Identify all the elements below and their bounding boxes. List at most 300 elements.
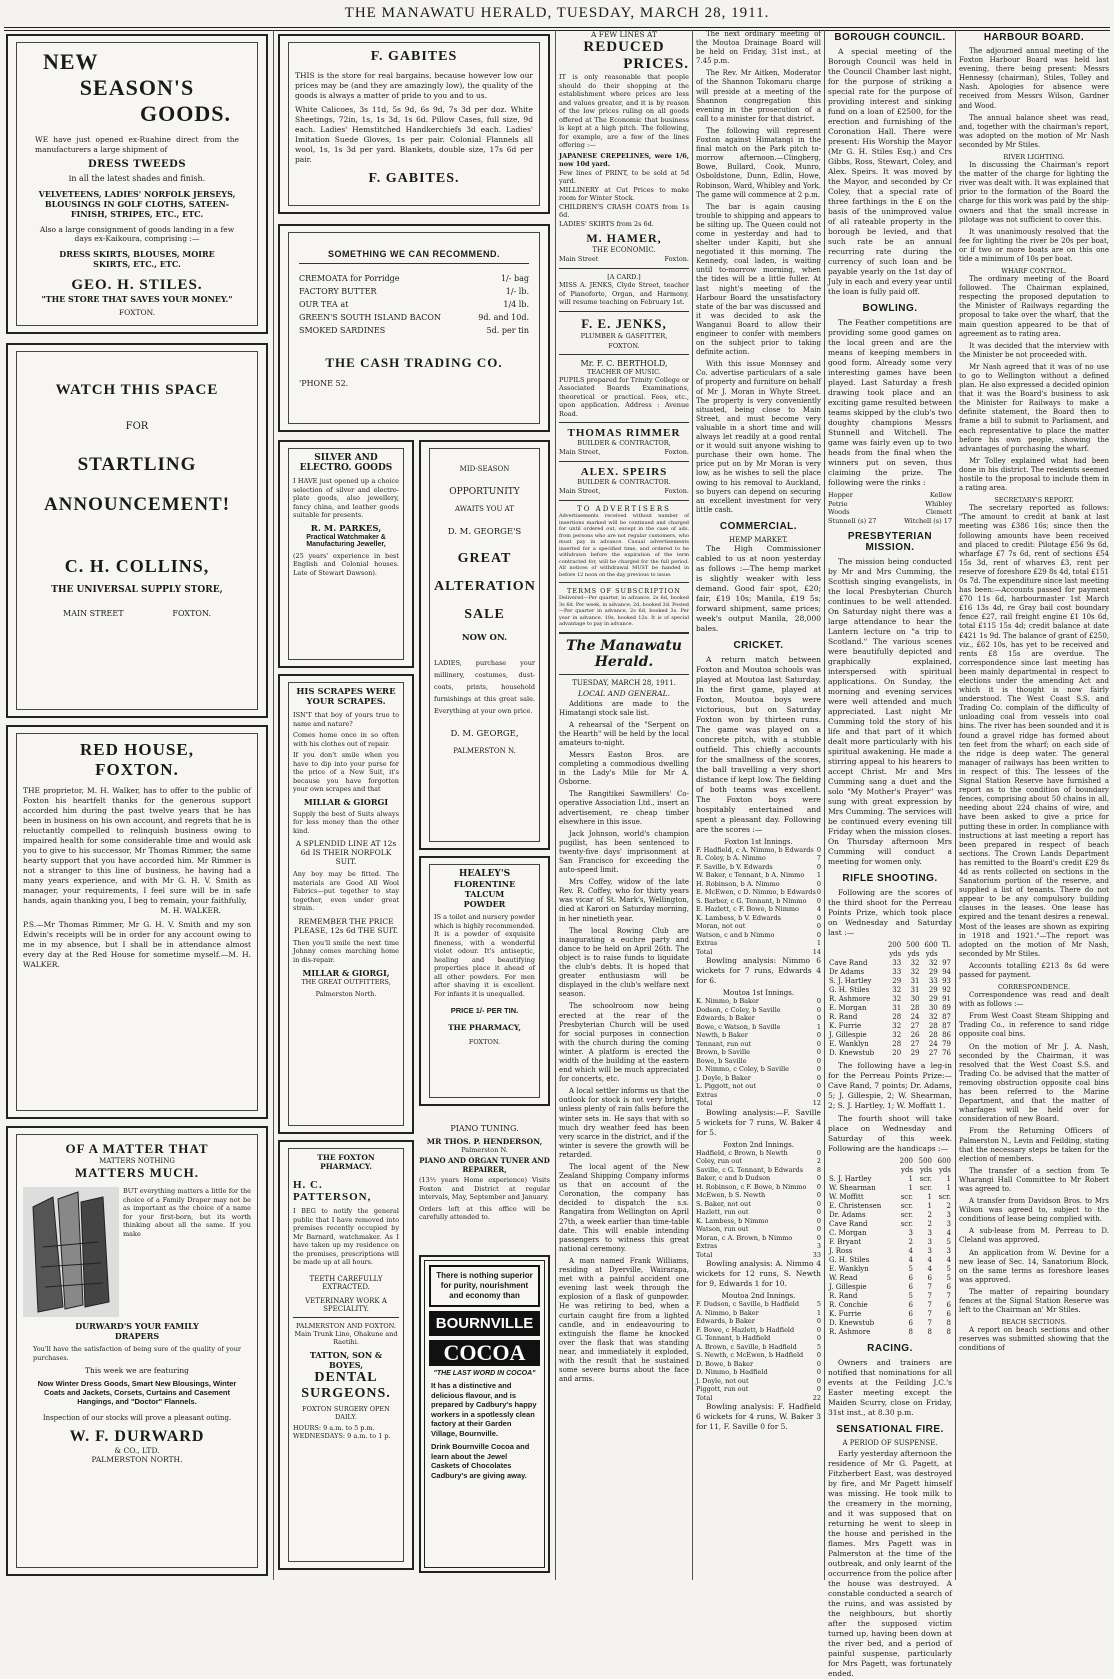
score-row — [696, 1023, 821, 1032]
red-house-ad — [6, 725, 268, 1119]
runs: 22 — [812, 1393, 821, 1402]
ad-name: F. GABITES. — [368, 171, 460, 186]
header-cell: Tl. — [941, 941, 951, 949]
item-price: 9d. and 10d. — [478, 313, 529, 322]
table-cell: 1 — [908, 1175, 914, 1183]
table-cell: 3 — [908, 1229, 914, 1237]
table-row — [828, 1247, 952, 1256]
ad-slogan: "THE LAST WORD IN COCOA" — [433, 1370, 536, 1377]
table-cell: 32 — [928, 959, 938, 967]
section-head: HARBOUR BOARD. — [983, 32, 1085, 43]
item-price: 5d. per tin — [486, 326, 529, 335]
batsman: Watson, c and b Nimmo — [696, 930, 775, 939]
batsman: Watson, run out — [696, 1225, 749, 1234]
ad-text: PUPILS prepared for Trinity College or Associated Boards Examinations, theoretical or practical. Fees, etc., upon application. Address : Avenue Road. — [559, 375, 689, 418]
table-row — [828, 959, 952, 968]
score-row — [696, 1368, 821, 1377]
table-cell: F. Bryant — [829, 1238, 862, 1246]
table-cell: 91 — [942, 995, 951, 1003]
table-cell: 7 — [927, 1283, 932, 1291]
table-cell: 24 — [928, 1040, 938, 1048]
ad-text: BUT everything matters a little for the choice of a Family Draper may not be as important as the choice of a name for your first-born, but its worth thinking about all the same. If you make — [123, 1187, 251, 1238]
runs: 0 — [816, 1199, 821, 1208]
table-cell: 32 — [910, 968, 920, 976]
table-cell: D. Knewstub — [829, 1319, 875, 1327]
score-row — [696, 1191, 821, 1200]
ad-text: FOXTON. — [468, 1038, 501, 1046]
ad-text: FOXTON. — [608, 341, 640, 350]
table-header — [828, 1157, 952, 1166]
table-cell: 6 — [927, 1274, 932, 1282]
patterson-ad — [278, 1140, 414, 1570]
table-cell: 33 — [892, 959, 902, 967]
table-cell: R. Ashmore — [829, 995, 871, 1003]
table-cell: 76 — [942, 1049, 951, 1057]
price-list — [299, 272, 529, 337]
runs: 8 — [816, 1165, 821, 1174]
batsman: A. Nimmo, b Baker — [696, 1308, 759, 1317]
paragraph: With this issue Monnsey and Co. advertise particulars of a sale of property and furniture on behalf of Mr J. Moran in Whyte Street. The property is very conveniently situated, being close to Main Street, and must become very valuable in a short time and will always let readily at a good rental or it would suit anyone wishing to purchase their own home. The price put on by Mr Moran is very low, as he wishes to sell the place owing to his removal to Auckland, so buyers can depend on securing an excellent investment for very little cash. — [696, 360, 821, 514]
table-cell: 6 — [908, 1283, 914, 1291]
score-row — [696, 1174, 821, 1183]
table-cell: E. Christensen — [829, 1202, 882, 1210]
ad-title: MATTERS MUCH. — [75, 1165, 199, 1180]
table-header — [828, 950, 952, 959]
table-cell: scr. — [900, 1211, 914, 1219]
table-cell: C. Morgan — [829, 1229, 867, 1237]
table-cell: 30 — [910, 995, 920, 1003]
runs: 0 — [816, 1208, 821, 1217]
ad-text: THIS is the store for real bargains, because however low our prices may be (and they are amazingly low), the quality of the goods is always a matter of pride to you and to us. — [295, 71, 533, 100]
ad-town: Foxton. — [664, 255, 689, 263]
ad-text: REMEMBER THE PRICE PLEASE, 12s 6d THE SUIT. — [293, 916, 399, 935]
table-cell: 32 — [892, 986, 902, 994]
ad-text: OPPORTUNITY — [449, 487, 520, 497]
paragraph: From the Returning Officers of Palmerston N., Levin and Feilding, stating that the necessary steps be taken for the election of members. — [959, 1127, 1109, 1163]
ad-text: PRICE 1/- PER TIN. — [450, 1006, 519, 1015]
rink-a: Woods — [828, 508, 850, 516]
section-head: TERMS OF SUBSCRIPTION — [567, 587, 681, 595]
handicaps-table — [828, 1157, 952, 1337]
score-row — [696, 939, 821, 948]
ad-title: FLORENTINE TALCUM — [453, 879, 516, 899]
section-head: LOCAL AND GENERAL. — [578, 688, 670, 698]
ad-text: NOW ON. — [461, 633, 508, 643]
header-cell — [828, 1157, 895, 1166]
runs: 4 — [816, 905, 821, 914]
ad-street: Main Street — [559, 255, 599, 263]
ad-title: FOXTON. — [95, 760, 179, 779]
score-row — [696, 1200, 821, 1209]
runs: 0 — [816, 1073, 821, 1082]
newspaper-title: The Manawatu Herald. — [566, 637, 682, 670]
local-news-continued — [696, 30, 821, 515]
ad-text: & CO., LTD. — [114, 1446, 160, 1455]
table-cell: scr. — [938, 1193, 951, 1201]
article-text: The High Commissioner cabled to us at noon yesterday as follows :—The hemp market is slightly weaker with less demand. Good fair spot, £20; fair, £19 10s; Manila, £19 5s; forward shipment, same prices; week's output Manila, 28,000 bales. — [696, 543, 821, 633]
ad-text: Comes home once in so often with his clothes out of repair. — [293, 731, 399, 748]
table-cell: 31 — [910, 977, 920, 985]
table-cell: E. Wanklyn — [829, 1265, 869, 1273]
score-row — [696, 1225, 821, 1234]
runs: 0 — [816, 1191, 821, 1200]
table-cell: 29 — [928, 995, 938, 1003]
ad-text: IS a toilet and nursery powder which is highly recommended. It is a powder of exquisite fineness, with a wonderful violet odour. It's antiseptic, healing and beautifying properties place it ahead of all other powders. For men after shaving it is excellent. For infants it is unequalled. — [434, 913, 535, 998]
table-cell: 1 — [946, 1175, 951, 1183]
ad-address — [559, 254, 689, 264]
price-row — [299, 298, 529, 311]
table-cell: 32 — [910, 959, 920, 967]
ad-name: ALEX. SPEIRS — [580, 466, 668, 478]
article-text: A return match between Foxton and Moutoa schools was played at Moutoa last Saturday. In the first game, played at Foxton, Moutoa boys were victorious, but on Saturday Foxton won by thirteen runs. The game was played on a concrete pitch, with a stubble outfield. This chiefly accounts for the smallness of the scores, the ball travelling a very short distance if kept low. The fielding of both teams was excellent. The Foxton boys were hospitably entertained and spent a pleasant day. Following are the scores :— — [696, 654, 821, 834]
article-text — [959, 991, 1109, 1315]
ad-text: THE proprietor, M. H. Walker, has to offer to the public of Foxton his heartfelt thanks for the generous support accorded him during the past twelve years that he has been in business on his own account, and regrets that he is reluctantly compelled to relinquish business owing to impaired health for some considerable time and would ask you to give to his successor, Mr Thomas Rimmer, the same hearty support that you have accorded him. Mr Rimmer is not a stranger to this line of business, he having had a many years experience, and with Mr G. H. V. Smith as manager, your requirements, I feel sure will be in safe hands, again thanking you, I beg to remain, your faithfully, — [23, 786, 251, 905]
score-row — [696, 948, 821, 957]
header-cell: yds — [907, 950, 920, 958]
batsman: E. Hazlett, c F. Bowe, b Nimmo — [696, 905, 799, 914]
bowling-analysis: Bowling analysis: A. Nimmo 4 wickets for 12 runs, S. Newth for 9, Edwards 1 for 10. — [696, 1259, 821, 1289]
table-header — [828, 1166, 952, 1175]
runs: 0 — [816, 1216, 821, 1225]
paragraph: A rehearsal of the "Serpent on the Hearth" will be held by the local amateurs to-night. — [559, 720, 689, 747]
price-row — [299, 272, 529, 285]
article-text: Early yesterday afternoon the residence of Mr G. Pagett, at Fitzherbert East, was destroyed by fire, and Mr Pagett himself was missing. He took milk to the creamery in the morning, and it was supposed that on returning he went to sleep in the house and perished in the flames. Mrs Pagett was in Palmerston at the time of the outbreak, and only learnt of the occurrence from the police after the house was destroyed. A constable conducted a search of the ruins, and was assisted by the neighbours, but shortly after the supposed victim turned up, having been down at the river bed, and a period of painful suspense, particularly for Mrs Pagett, was fortunately ended. — [828, 1449, 952, 1678]
score-row — [696, 871, 821, 880]
runs: 0 — [816, 1225, 821, 1234]
score-row — [696, 888, 821, 897]
section-subhead: SECRETARY'S REPORT. — [994, 496, 1074, 505]
table-cell: R. Rand — [829, 1013, 858, 1021]
paragraph: A report on beach sections and other reserves was submitted showing that the conditions of — [959, 1326, 1109, 1353]
notice-text: Advertisements received without number of insertions marked will be continued and charged for until ordered out, except in the case of ads. from persons who are not regular customers, who must pay in advance. Casual advertisements inserted for a specified time, and ordered to be withdrawn before the expiration of the term contracted for, will be charged for the full period. All notices of withdrawal MUST be handed in before 12 noon on the day previous to issue. — [559, 513, 689, 578]
section-subhead: HEMP MARKET. — [728, 535, 788, 544]
score-row — [696, 1251, 821, 1260]
card-label: [A CARD.] — [607, 273, 641, 281]
score-row — [696, 1360, 821, 1369]
table-cell: 7 — [946, 1292, 951, 1300]
runs: 0 — [816, 1334, 821, 1343]
table-cell: 32 — [892, 995, 902, 1003]
runs: 0 — [816, 1359, 821, 1368]
runs: 0 — [816, 1031, 821, 1040]
table-cell: G. H. Stiles — [829, 986, 870, 994]
ad-title: ALTERATION — [434, 579, 536, 594]
ad-name: GEO. H. STILES. — [71, 277, 203, 293]
score-row — [696, 922, 821, 931]
article-text: Owners and trainers are notified that nominations for all events at the Feilding J.C.'s Easter meeting except the Maiden Scurry, close on Friday, 31st inst., at 8.30 p.m. — [828, 1358, 952, 1417]
table-cell: 28 — [892, 1013, 902, 1021]
table-cell: 79 — [942, 1040, 951, 1048]
ad-text: CHILDREN'S CRASH COATS from 1s 6d. — [559, 202, 689, 219]
table-cell: 94 — [942, 968, 951, 976]
table-cell: 97 — [942, 959, 951, 967]
score-row — [696, 1048, 821, 1057]
table-cell: Dr Adams — [829, 968, 865, 976]
ad-title: THE FOXTON — [317, 1153, 375, 1162]
runs: 0 — [816, 1056, 821, 1065]
runs: 0 — [816, 1065, 821, 1074]
runs: 1 — [816, 871, 821, 880]
ad-name: R. M. PARKES, — [310, 523, 382, 534]
runs: 0 — [816, 922, 821, 931]
ad-name: MILLAR & GIORGI — [303, 796, 389, 807]
paragraph: An application from W. Devine for a new lease of Sec. 14, Sanatorium Block, on the same terms as foreshore leases was approved. — [959, 1248, 1109, 1284]
scorecard — [696, 1300, 821, 1402]
ad-title: DENTAL — [314, 1369, 378, 1385]
column-rule — [555, 30, 556, 1580]
table-row — [828, 1301, 952, 1310]
table-cell: 92 — [942, 986, 951, 994]
column-3 — [559, 30, 689, 1580]
batsman: E. McEwen, c D. Nimmo, b Edwards — [696, 888, 816, 897]
table-cell: 6 — [908, 1301, 914, 1309]
table-cell: K. Furrie — [829, 1310, 862, 1318]
paragraph: A local settler informs us that the outlook for stock is not very bright, unless plenty of rain falls before the winter sets in. He says that with so much dry weather feed has been very scarce in the district, and if the winter is severe the growth will be retarded. — [559, 1087, 689, 1159]
paragraph: The bar is again causing trouble to shipping and appears to be silting up. The Queen could not come in yesterday and had to shelter under Kapiti, but she negotiated it this morning. The Kennedy, coal laden, is waiting until to-morrow morning, when the tides will be a little fuller. At last night's meeting of the Harbour Board the unsatisfactory state of the bar was discussed and it was decided to ask the Wanganui Board to allow their engineer to confer with members on the subject prior to taking definite action. — [696, 202, 821, 357]
table-cell: 32 — [928, 1013, 938, 1021]
innings-head: Foxton 1st Innings. — [724, 837, 793, 846]
table-row — [828, 1022, 952, 1031]
table-row — [828, 977, 952, 986]
table-cell: 4 — [946, 1229, 951, 1237]
article-text — [959, 275, 1109, 493]
table-row — [828, 1202, 952, 1211]
ad-text: LADIES, purchase your millinery, costumes, dust-coats, prints, household furnishings at this great sale. Everything at your own price. — [434, 659, 535, 715]
table-cell: 3 — [927, 1229, 932, 1237]
runs: 0 — [816, 1174, 821, 1183]
table-row — [828, 1004, 952, 1013]
batsman: Hazlett, run out — [696, 1208, 749, 1217]
article-text: Following are the scores of the third shoot for the Perreau Points Prize, which took place on Wednesday and Saturday last :— — [828, 888, 952, 937]
rink-b: Whibley — [925, 499, 952, 508]
score-row — [696, 1343, 821, 1352]
runs: 1 — [816, 1022, 821, 1031]
paragraph: Mr Nash agreed that it was of no use to go to Wellington without a defined plan. He also expressed a decided opinion that it was the Board's business to ask the Minister for Railways to make a definite statement, the Board then to frame a bill to submit to Parliament, and each representative to place the matter before his own people, showing the advantages of purchasing the wharf. — [959, 362, 1109, 453]
table-cell: Dr. Adams — [829, 1211, 866, 1219]
table-cell: 4 — [946, 1256, 951, 1264]
header-cell: 600 — [924, 941, 938, 949]
ad-address — [559, 486, 689, 496]
table-cell: 5 — [908, 1292, 914, 1300]
ad-text: FOXTON. — [118, 308, 156, 317]
ad-title: PIANO TUNING. — [450, 1124, 519, 1133]
ad-text: P.S.—Mr Thomas Rimmer, Mr G. H. V. Smith and my son Edwin's receipts will be in order for any account owing to me in my absence, but I shall be in attendance almost every day at the Red House for sometime myself.—M. H. WALKER. — [23, 920, 251, 969]
table-row — [828, 1274, 952, 1283]
ad-text: PALMERSTON NORTH. — [91, 1455, 183, 1464]
table-cell: 29 — [892, 977, 902, 985]
ad-street: Main Street, — [559, 487, 601, 495]
score-row — [696, 1326, 821, 1335]
table-row — [828, 1040, 952, 1049]
article-text: The Feather competitions are providing some good games on the local green and are the means of keeping members in good form. Already some very interesting games have been played. Last Saturday a fresh drawing took place and an exciting game resulted between teams skipped by the club's two doughty champions Messrs Stunnell and Witchell. The game was fairly even up to two heads from the final when the winners put on seven, thus claiming the prize. The following were the rinks : — [828, 318, 952, 487]
paragraph: Correspondence was read and dealt with as follows :— — [959, 991, 1109, 1009]
table-cell: R. Rand — [829, 1292, 858, 1300]
ad-address — [559, 447, 689, 457]
table-cell: 6 — [946, 1301, 951, 1309]
paragraph: The secretary reported as follows: "The amount to credit at bank at last meeting was £386 16s; since then the following amounts have been received and placed to credit: Pilotage £56 9s 6d, wharfage £7 7s 6d, rent of sections £54 15s 3d, rent of wharves £3, rent per reserve of foreshore £29 8s 4d, total £151 0s 7d. The expenditure since last meeting has been:—Accounts passed for payment £70 11s 6d, harbourmaster 1st March £16 13s 4d, re Gray bail cost boundary fence £27, rail freight engine £1 10s 6d, total £115 15s 4d; credit balance at date £421 1s 9d. The balance of grant of £250, viz., £62 10s, has yet to be received and rents £8 15s are overdue. The correspondence since last meeting has been mainly departmental in respect to elections under the amending Act and which it is thought is now fairly understood. The West Coast S.S. and Trading Co. complain of the difficulty of unloading coal from vessels into coal bins. The river has been sounded and it is found a gravel ridge has formed about ten feet from the wharf; on each side of the ridge is deep water. The general manager of railways has been written to in respect of this. The lessees of the Signal Station Reserve have furnished a report as to the condition of boundary fences, comprising about 50 chains in all, needing about 224 chains of wire, and have been asked to give a price for putting these in order. In compliance with instructions at last meeting a report has been prepared in respect of beach sections. The Crown Lands Department has remitted to the Board's credit £29 8s 4d as rents collected on sections in the Sanatorium portion of the reserve, and supplied a list of tenants. There do not appear to be any compulsory building clauses in the leases. One lease has expired and the tenant desires a renewal. Most of the leases are shown as expiring in 1918 and 1921."—The report was adopted on the motion of Mr Nash, seconded by Mr Stiles. — [959, 504, 1109, 958]
ad-title: ANNOUNCEMENT! — [43, 494, 231, 515]
ad-text: FOXTON SURGERY OPEN DAILY. — [302, 1404, 390, 1421]
batsman: Edwards, b Baker — [696, 1317, 755, 1326]
runs: 3 — [816, 1242, 821, 1251]
ad-text: HOURS: 9 a.m. to 5 p.m. — [293, 1423, 375, 1432]
ad-text: (13½ years Home experience) Visits Foxton and District at regular intervals, May, September and January. — [419, 1176, 550, 1201]
batsman: Saville, c G. Tennant, b Edwards — [696, 1165, 804, 1174]
ad-address — [63, 609, 211, 619]
bowling-analysis: Bowling analysis: F. Hadfield 6 wickets for 4 runs, W. Baker 3 for 11, F. Saville 0 for 5. — [696, 1402, 821, 1432]
table-cell: scr. — [919, 1175, 932, 1183]
batsman: S. Newth, c McEwen, b Hadfield — [696, 1351, 804, 1360]
table-cell: 2 — [927, 1211, 932, 1219]
score-row — [696, 1149, 821, 1158]
ad-text: VETERINARY WORK A SPECIALITY. — [305, 1296, 387, 1313]
runs: 12 — [812, 1099, 821, 1108]
paragraph: The annual balance sheet was read, and, together with the chairman's report, was adopted on the motion of Mr Nash seconded by Mr Stiles. — [959, 113, 1109, 149]
ad-text: DRAPERS — [114, 1331, 160, 1341]
header-cell — [828, 950, 884, 959]
table-cell: 1 — [927, 1193, 932, 1201]
runs: 0 — [816, 1048, 821, 1057]
table-cell: J. Ross — [829, 1247, 853, 1255]
ad-text: BUILDER & CONTRACTOR. — [577, 478, 671, 486]
batsman: J. Doyle, not out — [696, 1376, 749, 1385]
ad-title: SURGEONS. — [301, 1385, 391, 1401]
batsman: F. Bowe, c Hazlett, b Hadfield — [696, 1325, 795, 1334]
paragraph: Messrs Easton Bros. are completing a commodious dwelling in the Lady's Mile for Mr A. Osborne. — [559, 750, 689, 787]
table-cell: 8 — [946, 1319, 951, 1327]
ad-text: FOR — [125, 421, 149, 432]
table-cell: 24 — [910, 1013, 920, 1021]
column-4 — [696, 30, 821, 1580]
rink-a: Stunnell (s) 27 — [828, 516, 877, 525]
runs: 0 — [816, 1368, 821, 1377]
ad-title: RED HOUSE, — [80, 740, 194, 759]
ad-text: LADIES' SKIRTS from 2s 6d. — [559, 219, 654, 228]
score-row — [696, 854, 821, 863]
ad-title: PRICES. — [623, 56, 689, 72]
ad-text: MISS A. JENKS, Clyde Street, teacher of Pianoforte, Organ, and Harmony, will resume teaching on February 1st. — [559, 281, 689, 306]
ad-text: VELVETEENS, LADIES' NORFOLK JERSEYS, BLOUSINGS IN GOLF CLOTHS, SATEEN-FINISH, STRIPES, ETC., ETC. — [38, 189, 236, 219]
runs: 1 — [816, 1308, 821, 1317]
ad-text: There is nothing superior for purity, nourishment and economy than — [429, 1265, 540, 1307]
table-cell: W. Shearman — [829, 1184, 876, 1192]
table-row — [828, 1256, 952, 1265]
runs: 7 — [816, 854, 821, 863]
table-cell: 3 — [946, 1220, 951, 1228]
batsman: W. Baker, c Tennant, b A. Nimmo — [696, 871, 805, 880]
article-text: The fourth shoot will take place on Wednesday and Saturday of this week. Following are the handicaps :— — [828, 1114, 952, 1153]
table-cell: 4 — [927, 1265, 932, 1273]
ad-name: W. F. DURWARD — [69, 1428, 205, 1445]
table-cell: 27 — [910, 1040, 920, 1048]
table-row — [828, 1283, 952, 1292]
ad-text: AWAITS YOU AT — [455, 505, 514, 513]
table-cell: D. Knewstub — [829, 1049, 875, 1057]
ad-text: DRESS TWEEDS — [87, 159, 187, 170]
table-cell: 6 — [908, 1310, 914, 1318]
bowling-analysis: Bowling analysis: Nimmo 6 wickets for 7 runs, Edwards 4 for 6. — [696, 956, 821, 986]
score-row — [696, 1082, 821, 1091]
runs: 0 — [816, 1090, 821, 1099]
paragraph: Mrs Coffey, widow of the late Rev. R. Coffey, who for thirty years was vicar of St. Mark's, Wellington, died at Karori on Saturday morning, in her ninetieth year. — [559, 878, 689, 923]
price-row — [299, 311, 529, 324]
brand-name: BOURNVILLE — [429, 1311, 540, 1336]
table-cell: 29 — [910, 1049, 920, 1057]
rifle-scores-table — [828, 941, 952, 1058]
item-name: OUR TEA at — [299, 300, 349, 309]
table-cell: S. J. Hartley — [829, 977, 872, 985]
table-cell: 20 — [892, 1049, 902, 1057]
score-row — [696, 1091, 821, 1100]
table-cell: scr. — [900, 1202, 914, 1210]
runs: 0 — [816, 930, 821, 939]
ad-text: MID-SEASON — [459, 465, 510, 473]
paragraph: A man named Frank Williams, residing at Dyerville, Wairarapa, met with a painful accident one evening last week through the explosion of a flask of gunpowder. He was retiring to bed, when a curtain caught fire from a lighted candle, and in endeavouring to extinguish the flame he knocked over the flask that was standing near, and immediately it exploded, with the result that he sustained some severe burns about the face and arms. — [559, 1256, 689, 1384]
batsman: Total — [696, 1393, 713, 1402]
table-cell: 6 — [946, 1310, 951, 1318]
runs: 0 — [816, 913, 821, 922]
paragraph: From West Coast Steam Shipping and Trading Co., in reference to sand ridge opposite coal bins. — [959, 1012, 1109, 1039]
article-text — [959, 47, 1109, 150]
table-cell: 26 — [910, 1031, 920, 1039]
ad-text: TEETH CAREFULLY EXTRACTED. — [309, 1274, 383, 1291]
column-rule — [273, 30, 274, 1580]
table-cell: 32 — [892, 1022, 902, 1030]
article-text: The following have a leg-in for the Perreau Points Prize:—Cave Rand, 7 points; Dr. Adams, 5; J. Gillespie, 2; W. Shearman, 2; S. J. Hartley, 1; W. Moffatt 1. — [828, 1061, 952, 1110]
score-row — [696, 897, 821, 906]
innings-head: Moutoa 1st Innings. — [722, 989, 795, 998]
runs: 0 — [816, 879, 821, 888]
ad-text: PIANO AND ORGAN TUNER AND REPAIRER, — [419, 1156, 550, 1174]
table-cell: 93 — [942, 977, 951, 985]
ad-text: ISN'T that boy of yours true to name and nature? — [293, 711, 399, 728]
table-cell: 28 — [928, 1022, 938, 1030]
rink-row — [828, 508, 952, 517]
runs: 0 — [816, 1039, 821, 1048]
rink-b: Clemett — [925, 508, 952, 516]
ad-text: You'll have the satisfaction of being sure of the quality of your purchases. — [33, 1345, 241, 1362]
table-cell: 87 — [942, 1013, 951, 1021]
table-cell: 2 — [908, 1238, 914, 1246]
score-row — [696, 1385, 821, 1394]
score-row — [696, 1334, 821, 1343]
paragraph: The local agent of the New Zealand Shipping Company informs us that on account of the Coronation, the company has decided to dispatch the s.s. Rangatira from Wellington on April 27th, a week earlier than time-table date. This will enable intending passengers to witness this great national ceremony. — [559, 1163, 689, 1253]
table-cell: 29 — [928, 986, 938, 994]
ad-text: PALMERSTON N. — [453, 747, 516, 755]
table-row — [828, 986, 952, 995]
table-cell: S. J. Hartley — [829, 1175, 872, 1183]
ad-text: This week we are featuring — [85, 1366, 189, 1375]
paragraph: On the motion of Mr J. A. Nash, seconded by the Chairman, it was resolved that the West Coast S.S. and Trading Co. be advised that the matter of removing obstruction opposite coal bins has been referred to the Marine Department, and that the matter of wharfages will be held over for consideration of new Board. — [959, 1042, 1109, 1124]
header-cell: yds — [938, 1166, 951, 1174]
ad-title: OF A MATTER THAT — [65, 1141, 209, 1156]
batsman: Coley, run out — [696, 1157, 743, 1166]
batsman: McEwen, b S. Newth — [696, 1191, 766, 1200]
paragraph: The adjourned annual meeting of the Foxton Harbour Board was held last evening, there being present: Messrs Hennessy (chairman), Stiles, Tolley and Nash. Apologies for absence were received from Messrs Wilson, Gardner and Wood. — [959, 47, 1109, 110]
ad-name: D. M. GEORGE'S — [447, 527, 522, 537]
section-subhead: BEACH SECTIONS. — [1001, 1318, 1067, 1327]
ad-text: Main Trunk Line, Ohakune and Raetihi. — [294, 1329, 398, 1346]
batsman: Moran, c A. Brown, b Nimmo — [696, 1233, 793, 1242]
table-cell: 1 — [927, 1202, 932, 1210]
ad-title: STARTLING — [77, 454, 197, 475]
table-cell: 1 — [908, 1184, 914, 1192]
score-row — [696, 1166, 821, 1175]
table-row — [828, 1265, 952, 1274]
parkes-ad — [278, 440, 414, 668]
section-head: TO ADVERTISERS — [577, 505, 671, 513]
score-row — [696, 1317, 821, 1326]
